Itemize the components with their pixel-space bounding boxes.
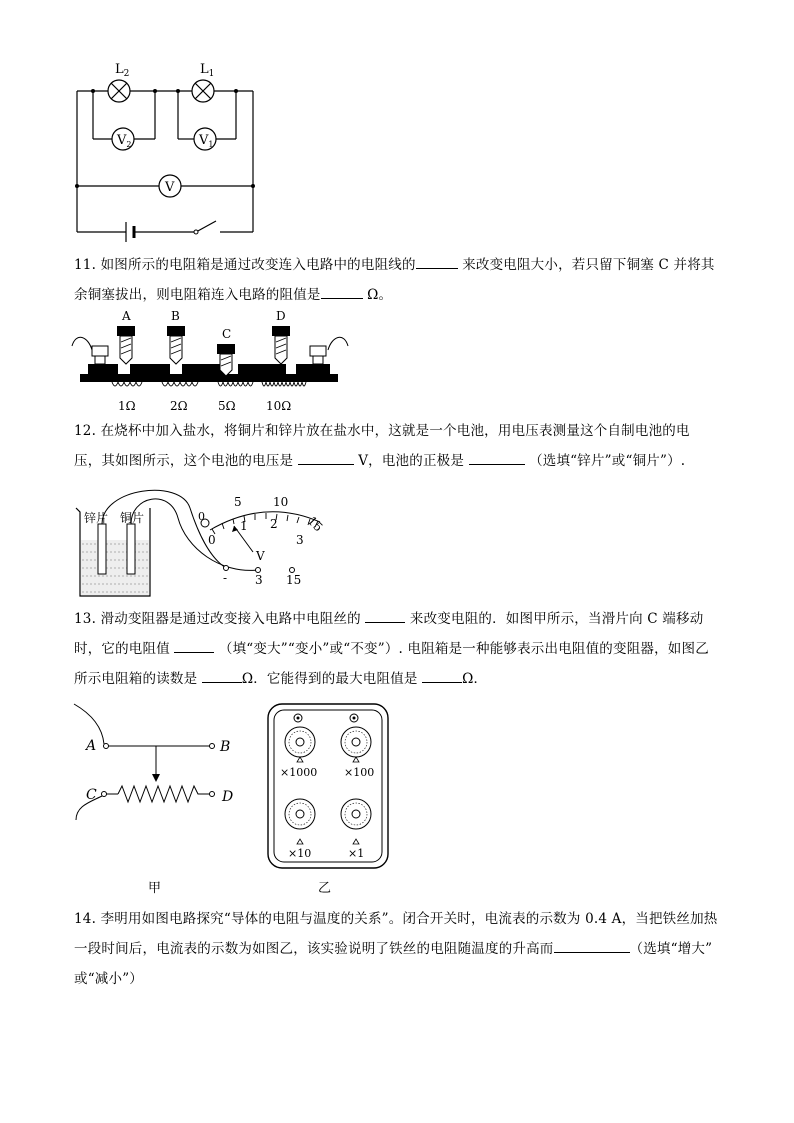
svg-text:V2: $V_2$ [117,133,132,149]
svg-text:2: 2 [270,517,278,531]
svg-text:15: 15 [286,573,302,587]
question-12: 12. 在烧杯中加入盐水，将铜片和锌片放在盐水中，这就是一个电池，用电压表测量这个自制电池的电 压，其如图所示，这个电池的电压是 V，电池的正极是 （选填“锌片”或“铜片”）. [74,423,690,469]
svg-text:C: C [222,327,232,341]
svg-text:10Ω: 10Ω [266,399,292,413]
resistance-box-plugs-figure [70,306,360,418]
answer-blank[interactable] [321,284,363,299]
voltmeter-v-icon [159,175,181,197]
label-l2: $L_2$ [115,62,130,79]
svg-text:10: 10 [273,495,289,509]
plug-icon [117,326,135,364]
voltmeter-v1-icon [194,128,216,150]
svg-text:V: V [256,549,265,563]
plug-icon [167,326,185,364]
question-11: 11. 如图所示的电阻箱是通过改变连入电路中的电阻线的 来改变电阻大小，若只留下铜塞 C 并将其 余铜塞拔出，则电阻箱连入电路的阻值是 Ω。 [74,250,724,310]
answer-blank[interactable] [202,668,242,683]
voltmeter-v2-icon [112,128,134,150]
svg-text:×10: ×10 [288,847,312,860]
lamp-l1-icon [192,80,214,102]
svg-text:A: A [122,309,131,323]
svg-text:甲: 甲 [148,881,162,896]
question-number: 12. [74,423,97,439]
dial-resistance-box-figure [266,702,406,898]
svg-text:5Ω: 5Ω [218,399,236,413]
svg-text:15: 15 [304,513,326,535]
label-l1: $L_1$ [200,62,215,79]
svg-text:×100: ×100 [344,766,375,779]
svg-text:3: 3 [296,533,304,547]
svg-text:1Ω: 1Ω [118,399,136,413]
svg-text:铜片: 铜片 [120,511,145,525]
svg-text:-: - [223,571,228,585]
plug-icon [272,326,290,364]
svg-text:D: D [276,309,286,323]
slide-rheostat-figure [70,702,250,902]
salt-water-battery-figure [70,478,340,598]
svg-text:1: 1 [240,519,248,533]
circuit-diagram-lamps [70,58,260,248]
answer-blank[interactable] [416,254,458,269]
answer-blank[interactable] [422,668,462,683]
question-number: 13. [74,611,97,627]
lamp-l2-icon [108,80,130,102]
svg-text:D: D [222,789,234,805]
svg-text:V: V [165,180,175,195]
svg-text:0: 0 [198,510,205,523]
svg-text:B: B [171,309,180,323]
question-13: 13. 滑动变阻器是通过改变接入电路中电阻丝的 来改变电阻的．如图甲所示，当滑片向 C 端移动 时，它的电阻值 （填“变大”“变小”或“不变”）. 电阻箱是一种能够表示出电阻值的变阻器，如图乙 所示电阻箱的读数是 Ω．它能得到的最大电阻值是 Ω． [74,604,724,694]
svg-text:2Ω: 2Ω [170,399,188,413]
svg-text:A: A [86,738,97,754]
svg-text:V1: $V_1$ [199,133,214,149]
svg-text:×1: ×1 [348,847,365,860]
svg-text:乙: 乙 [318,881,332,896]
answer-blank[interactable] [298,450,354,465]
question-number: 11. [74,257,97,273]
svg-text:3: 3 [255,573,263,587]
svg-text:锌片: 锌片 [84,511,109,525]
answer-blank[interactable] [469,450,525,465]
svg-text:B: B [220,739,231,755]
svg-text:0: 0 [208,533,216,547]
answer-blank[interactable] [365,608,405,623]
svg-text:×1000: ×1000 [280,766,318,779]
question-number: 14. [74,911,97,927]
svg-text:C: C [86,787,97,803]
question-14: 14. 李明用如图电路探究“导体的电阻与温度的关系”。闭合开关时，电流表的示数为 0.4 A，当把铁丝加热 一段时间后，电流表的示数为如图乙，该实验说明了铁丝的电阻随温度的升高而 （选填“增大” 或“减小”） [74,911,718,987]
answer-blank[interactable] [554,938,630,953]
answer-blank[interactable] [174,638,214,653]
svg-text:5: 5 [234,495,242,509]
